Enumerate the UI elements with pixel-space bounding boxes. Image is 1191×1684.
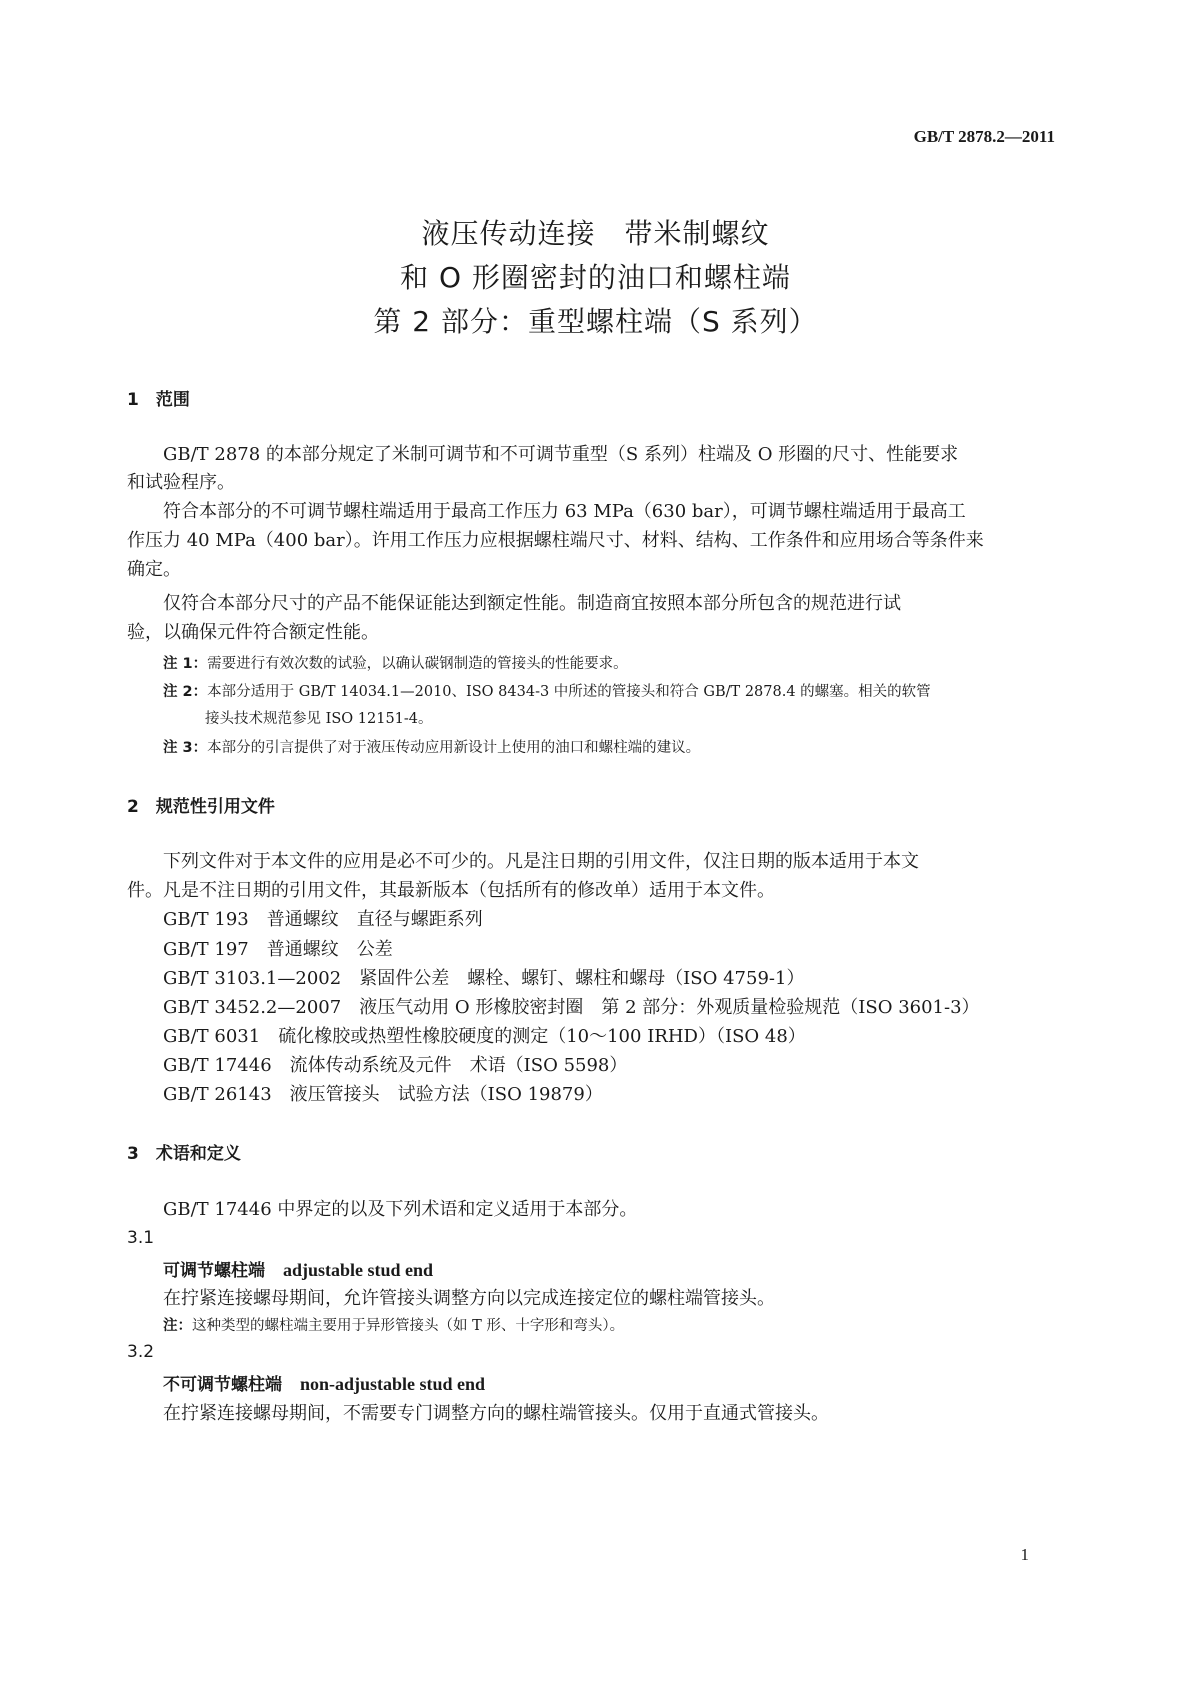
reference-item: GB/T 3452.2—2007 液压气动用 O 形橡胶密封圈 第 2 部分：外观质量检验规范（ISO 3601-3） [163,997,980,1018]
section-2-p1-line2: 件。凡是不注日期的引用文件，其最新版本（包括所有的修改单）适用于本文件。 [127,880,775,901]
note-1-text: 需要进行有效次数的试验，以确认碳钢制造的管接头的性能要求。 [207,656,628,672]
section-1-p2-line3: 确定。 [127,559,181,580]
page-number: 1 [1020,1545,1029,1564]
reference-item: GB/T 193 普通螺纹 直径与螺距系列 [163,909,483,930]
term-3-1-note-text: 这种类型的螺柱端主要用于异形管接头（如 T 形、十字形和弯头）。 [192,1318,625,1334]
section-1-p2-line1: 符合本部分的不可调节螺柱端适用于最高工作压力 63 MPa（630 bar），可调节螺柱端适用于最高工 [163,501,966,522]
note-3 [163,736,700,757]
section-1-p2-line2: 作压力 40 MPa（400 bar）。许用工作压力应根据螺柱端尺寸、材料、结构、工作条件和应用场合等条件来 [127,530,984,551]
standard-number: GB/T 2878.2—2011 [913,127,1055,146]
term-3-1-note-label: 注： [163,1318,192,1334]
section-3-heading: 3 术语和定义 [127,1144,241,1164]
term-3-2-en: non-adjustable stud end [300,1374,486,1394]
note-1-label: 注 1： [163,656,208,672]
note-2-text-line2: 接头技术规范参见 ISO 12151-4。 [205,711,433,727]
reference-item: GB/T 26143 液压管接头 试验方法（ISO 19879） [163,1084,603,1105]
term-3-1-title [163,1256,433,1281]
section-2-p1-line1: 下列文件对于本文件的应用是必不可少的。凡是注日期的引用文件，仅注日期的版本适用于本文 [163,851,919,872]
term-3-1-en: adjustable stud end [283,1260,434,1280]
term-3-2-number: 3.2 [127,1342,155,1362]
term-3-1-number: 3.1 [127,1228,155,1248]
term-3-2-title [163,1370,485,1395]
reference-item: GB/T 197 普通螺纹 公差 [163,939,393,960]
reference-item: GB/T 17446 流体传动系统及元件 术语（ISO 5598） [163,1055,628,1076]
term-3-2-definition: 在拧紧连接螺母期间，不需要专门调整方向的螺柱端管接头。仅用于直通式管接头。 [163,1403,829,1424]
section-1-heading: 1 范围 [127,390,190,410]
term-3-1-definition: 在拧紧连接螺母期间，允许管接头调整方向以完成连接定位的螺柱端管接头。 [163,1288,775,1309]
note-1 [163,652,628,673]
reference-item: GB/T 6031 硫化橡胶或热塑性橡胶硬度的测定（10～100 IRHD）（ISO 48） [163,1026,806,1047]
term-3-1-zh: 可调节螺柱端 [163,1261,265,1281]
title-line-1: 液压传动连接 带米制螺纹 [421,217,770,250]
term-3-2-zh: 不可调节螺柱端 [163,1375,282,1395]
note-2-text-line1: 本部分适用于 GB/T 14034.1—2010、ISO 8434-3 中所述的管接头和符合 GB/T 2878.4 的螺塞。相关的软管 [207,684,931,700]
section-1-p3-line2: 验，以确保元件符合额定性能。 [127,622,379,643]
section-2-heading: 2 规范性引用文件 [127,797,275,817]
note-2-label: 注 2： [163,684,208,700]
section-1-p3-line1: 仅符合本部分尺寸的产品不能保证能达到额定性能。制造商宜按照本部分所包含的规范进行试 [163,593,901,614]
term-3-1-note [163,1314,624,1335]
note-2 [163,680,931,701]
section-1-p1-line1: GB/T 2878 的本部分规定了米制可调节和不可调节重型（S 系列）柱端及 O 形圈的尺寸、性能要求 [163,444,959,465]
title-line-2: 和 O 形圈密封的油口和螺柱端 [400,261,791,294]
section-3-intro: GB/T 17446 中界定的以及下列术语和定义适用于本部分。 [163,1199,638,1220]
note-3-text: 本部分的引言提供了对于液压传动应用新设计上使用的油口和螺柱端的建议。 [207,740,701,756]
section-1-p1-line2: 和试验程序。 [127,472,235,493]
reference-item: GB/T 3103.1—2002 紧固件公差 螺栓、螺钉、螺柱和螺母（ISO 4759-1） [163,968,805,989]
title-line-3: 第 2 部分：重型螺柱端（S 系列） [373,305,818,338]
note-3-label: 注 3： [163,740,208,756]
